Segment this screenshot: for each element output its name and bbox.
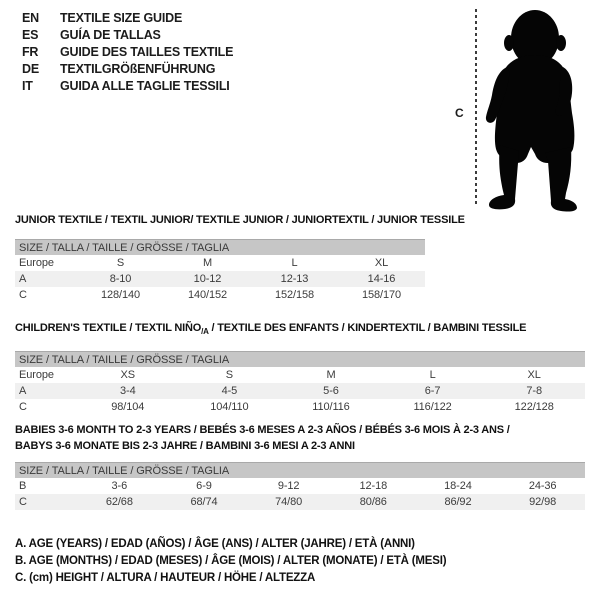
- value-cell: 10-12: [193, 273, 222, 285]
- language-label: TEXTILGRÖßENFÜHRUNG: [60, 61, 216, 76]
- value-cell: 152/158: [274, 289, 315, 301]
- value-cell: 74/80: [275, 496, 303, 508]
- toddler-leg-right: [545, 147, 577, 212]
- size-header-bar: SIZE / TALLA / TAILLE / GRÖSSE / TAGLIA: [15, 462, 585, 478]
- table-row: [15, 367, 585, 383]
- toddler-leg-left: [489, 145, 519, 209]
- babies-table-section: [15, 422, 585, 510]
- table-row: [15, 494, 585, 510]
- value-cell: M: [202, 257, 213, 269]
- footnote-age-years: A. AGE (YEARS) / EDAD (AÑOS) / ÂGE (ANS) / ALTER (JAHRE) / ETÀ (ANNI): [15, 538, 415, 550]
- value-cell: 14-16: [367, 273, 396, 285]
- table-row: [15, 383, 585, 399]
- children-table-title: [15, 321, 585, 339]
- language-label: TEXTILE SIZE GUIDE: [60, 10, 183, 25]
- row-label-cell: Europe: [19, 257, 54, 269]
- babies-title-line2: BABYS 3-6 MONATE BIS 2-3 JAHRE / BAMBINI 3-6 MESI A 2-3 ANNI: [15, 440, 355, 452]
- table-row: [15, 271, 425, 287]
- value-cell: 4-5: [221, 385, 238, 398]
- language-row: [22, 60, 233, 77]
- table-row: [15, 478, 585, 494]
- language-code: ES: [22, 27, 39, 42]
- value-cell: M: [326, 369, 336, 382]
- table-row: [15, 255, 425, 271]
- value-cell: XL: [374, 257, 389, 269]
- row-label-cell: C: [19, 289, 27, 301]
- value-cell: 3-4: [119, 385, 136, 398]
- row-label-cell: A: [19, 385, 27, 398]
- value-cell: 98/104: [111, 401, 145, 414]
- children-size-table: [15, 367, 585, 415]
- junior-size-table: [15, 255, 425, 303]
- value-cell: 18-24: [444, 480, 472, 492]
- size-header-bar: SIZE / TALLA / TAILLE / GRÖSSE / TAGLIA: [15, 239, 425, 255]
- junior-table-title: JUNIOR TEXTILE / TEXTIL JUNIOR/ TEXTILE JUNIOR / JUNIORTEXTIL / JUNIOR TESSILE: [15, 214, 465, 226]
- language-code: EN: [22, 10, 39, 25]
- value-cell: 80/86: [359, 496, 387, 508]
- value-cell: 7-8: [526, 385, 542, 398]
- language-title-list: [22, 9, 233, 94]
- value-cell: 5-6: [323, 385, 339, 398]
- value-cell: 158/170: [361, 289, 402, 301]
- row-label-cell: Europe: [19, 369, 54, 382]
- value-cell: L: [291, 257, 298, 269]
- babies-size-table: [15, 478, 585, 510]
- language-label: GUIDE DES TAILLES TEXTILE: [60, 44, 234, 59]
- value-cell: 128/140: [100, 289, 141, 301]
- size-header-bar: SIZE / TALLA / TAILLE / GRÖSSE / TAGLIA: [15, 351, 585, 367]
- footnote-list: [15, 536, 446, 587]
- children-title-subscript: /A: [201, 327, 209, 337]
- value-cell: 116/122: [413, 401, 452, 414]
- value-cell: 68/74: [190, 496, 218, 508]
- language-row: [22, 77, 233, 94]
- height-measure-dashed-line: [475, 9, 477, 207]
- value-cell: 6-9: [196, 480, 212, 492]
- value-cell: 3-6: [111, 480, 128, 492]
- value-cell: 12-18: [359, 480, 388, 492]
- language-label: GUÍA DE TALLAS: [60, 27, 161, 42]
- value-cell: S: [116, 257, 125, 269]
- row-label-cell: C: [19, 496, 27, 508]
- junior-table-section: [15, 213, 465, 303]
- height-measure-label: C: [455, 106, 464, 120]
- children-title-main: CHILDREN'S TEXTILE / TEXTIL NIÑO: [15, 322, 202, 334]
- value-cell: 92/98: [529, 496, 557, 508]
- language-label: GUIDA ALLE TAGLIE TESSILI: [60, 78, 230, 93]
- language-code: FR: [22, 44, 39, 59]
- footnote-age-months: B. AGE (MONTHS) / EDAD (MESES) / ÂGE (MOIS) / ALTER (MONATE) / ETÀ (MESI): [15, 555, 447, 567]
- row-label-cell: C: [19, 401, 27, 414]
- value-cell: L: [429, 369, 436, 382]
- footnote-height-cm: C. (cm) HEIGHT / ALTURA / HAUTEUR / HÖHE / ALTEZZA: [15, 572, 316, 584]
- children-title-rest: / TEXTILE DES ENFANTS / KINDERTEXTIL / BAMBINI TESSILE: [208, 322, 527, 334]
- toddler-silhouette: [482, 5, 596, 213]
- value-cell: 62/68: [105, 496, 133, 508]
- value-cell: 140/152: [187, 289, 228, 301]
- value-cell: 104/110: [210, 401, 249, 414]
- babies-table-title: [15, 422, 585, 454]
- language-code: IT: [22, 78, 33, 93]
- value-cell: S: [225, 369, 234, 382]
- value-cell: 122/128: [514, 401, 554, 414]
- value-cell: 8-10: [109, 273, 132, 285]
- value-cell: 86/92: [444, 496, 472, 508]
- language-row: [22, 26, 233, 43]
- language-code: DE: [22, 61, 39, 76]
- value-cell: XS: [120, 369, 136, 382]
- children-table-section: [15, 321, 585, 415]
- value-cell: XL: [527, 369, 541, 382]
- table-row: [15, 287, 425, 303]
- language-row: [22, 43, 233, 60]
- row-label-cell: B: [19, 480, 27, 492]
- toddler-ear-left: [504, 35, 514, 51]
- value-cell: 6-7: [424, 385, 441, 398]
- babies-title-line1: BABIES 3-6 MONTH TO 2-3 YEARS / BEBÉS 3-6 MESES A 2-3 AÑOS / BÉBÉS 3-6 MOIS À 2-3 ANS /: [15, 424, 510, 436]
- value-cell: 24-36: [528, 480, 557, 492]
- value-cell: 9-12: [277, 480, 300, 492]
- value-cell: 110/116: [312, 401, 350, 414]
- toddler-ear-right: [556, 35, 566, 51]
- table-row: [15, 399, 585, 415]
- row-label-cell: A: [19, 273, 27, 285]
- language-row: [22, 9, 233, 26]
- value-cell: 12-13: [280, 273, 309, 285]
